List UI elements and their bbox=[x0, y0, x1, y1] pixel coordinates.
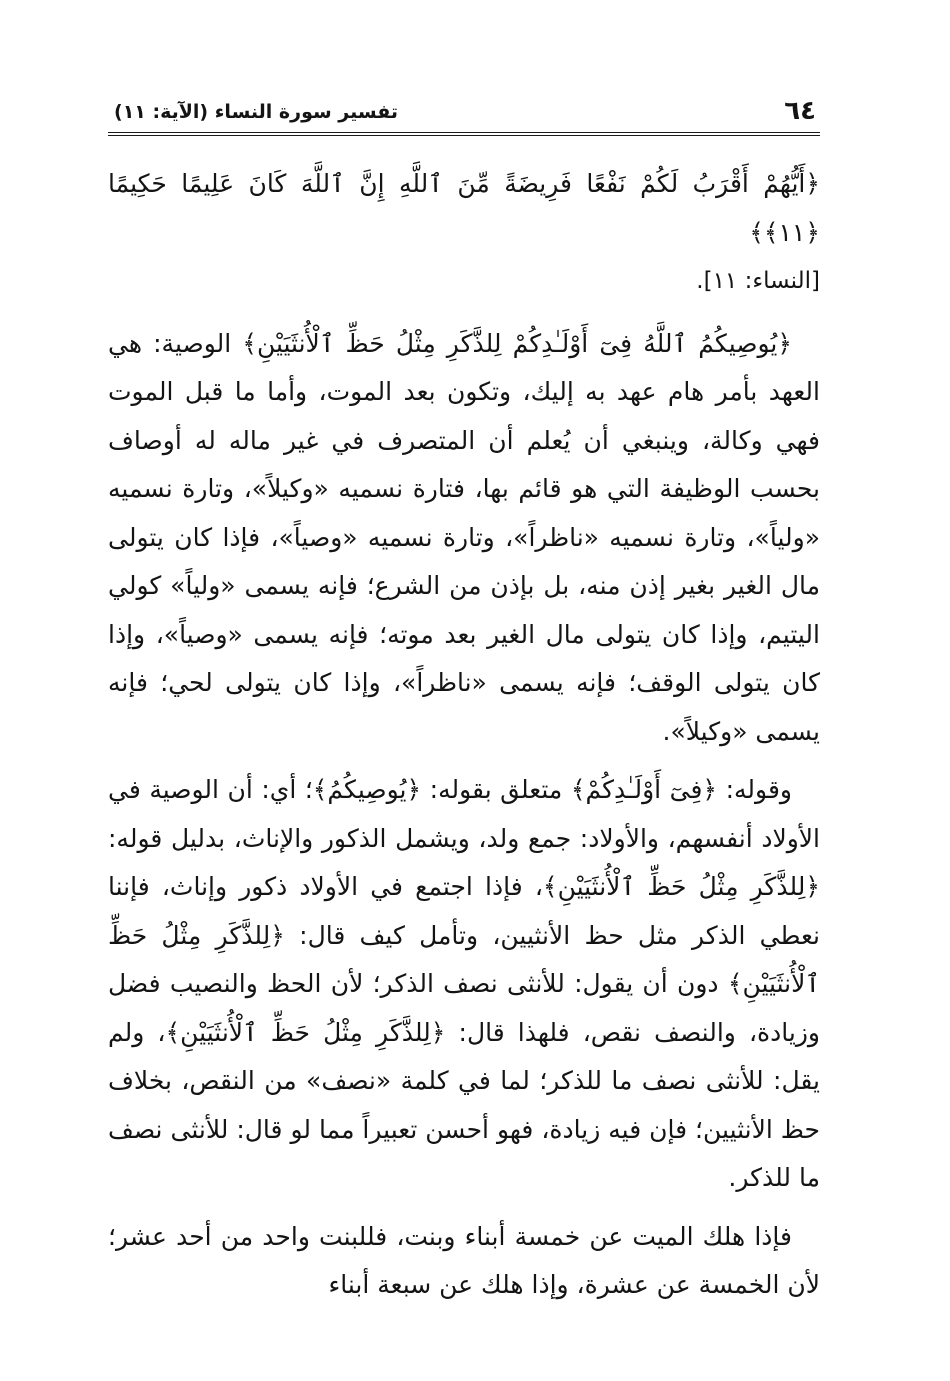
page-header bbox=[108, 92, 820, 136]
verse-continuation: ﴿أَيُّهُمْ أَقْرَبُ لَكُمْ نَفْعًا فَرِيضَةً مِّنَ ٱللَّهِ إِنَّ ٱللَّهَ كَانَ عَلِيمًا حَكِيمًا ﴿١١﴾﴾ bbox=[108, 169, 820, 247]
paragraph-1: ﴿يُوصِيكُمُ ٱللَّهُ فِىٓ أَوْلَـٰدِكُمْ لِلذَّكَرِ مِثْلُ حَظِّ ٱلْأُنثَيَيْنِ﴾ الوصية: هي العهد بأمر هام عهد به إليك، وتكون بعد الموت، وأما ما قبل الموت فهي وكالة، وينبغي أن يُعلم أن المتصرف في غير ماله له أوصاف بحسب الوظيفة التي هو قائم بها، فتارة نسميه «وكيلاً»، وتارة نسميه «ولياً»، وتارة نسميه «ناظراً»، وتارة نسميه «وصياً»، فإذا كان يتولى مال الغير بغير إذن منه، بل بإذن من الشرع؛ فإنه يسمى «ولياً» كولي اليتيم، وإذا كان يتولى مال الغير بعد موته؛ فإنه يسمى «وصياً»، وإذا كان يتولى الوقف؛ فإنه يسمى «ناظراً»، وإذا كان يتولى لحي؛ فإنه يسمى «وكيلاً». bbox=[108, 328, 820, 746]
paragraph-3: فإذا هلك الميت عن خمسة أبناء وبنت، فللبنت واحد من أحد عشر؛ لأن الخمسة عن عشرة، وإذا هلك عن سبعة أبناء bbox=[108, 1221, 820, 1299]
paragraph-2: وقوله: ﴿فِىٓ أَوْلَـٰدِكُمْ﴾ متعلق بقوله: ﴿يُوصِيكُمُ﴾؛ أي: أن الوصية في الأولاد أنفسهم، والأولاد: جمع ولد، ويشمل الذكور والإناث، بدليل قوله: ﴿لِلذَّكَرِ مِثْلُ حَظِّ ٱلْأُنثَيَيْنِ﴾، فإذا اجتمع في الأولاد ذكور وإناث، فإننا نعطي الذكر مثل حظ الأنثيين، وتأمل كيف قال: ﴿لِلذَّكَرِ مِثْلُ حَظِّ ٱلْأُنثَيَيْنِ﴾ دون أن يقول: للأنثى نصف الذكر؛ لأن الحظ والنصيب فضل وزيادة، والنصف نقص، فلهذا قال: ﴿لِلذَّكَرِ مِثْلُ حَظِّ ٱلْأُنثَيَيْنِ﴾، ولم يقل: للأنثى نصف ما للذكر؛ لما في كلمة «نصف» من النقص، بخلاف حظ الأنثيين؛ فإن فيه زيادة، فهو أحسن تعبيراً مما لو قال: للأنثى نصف ما للذكر. bbox=[108, 775, 820, 1192]
verse-reference: [النساء: ١١]. bbox=[696, 268, 820, 294]
page-number: ٦٤ bbox=[784, 96, 816, 126]
book-page bbox=[108, 92, 820, 1332]
running-title: تفسير سورة النساء (الآية: ١١) bbox=[114, 101, 399, 123]
page-body bbox=[108, 160, 820, 1310]
